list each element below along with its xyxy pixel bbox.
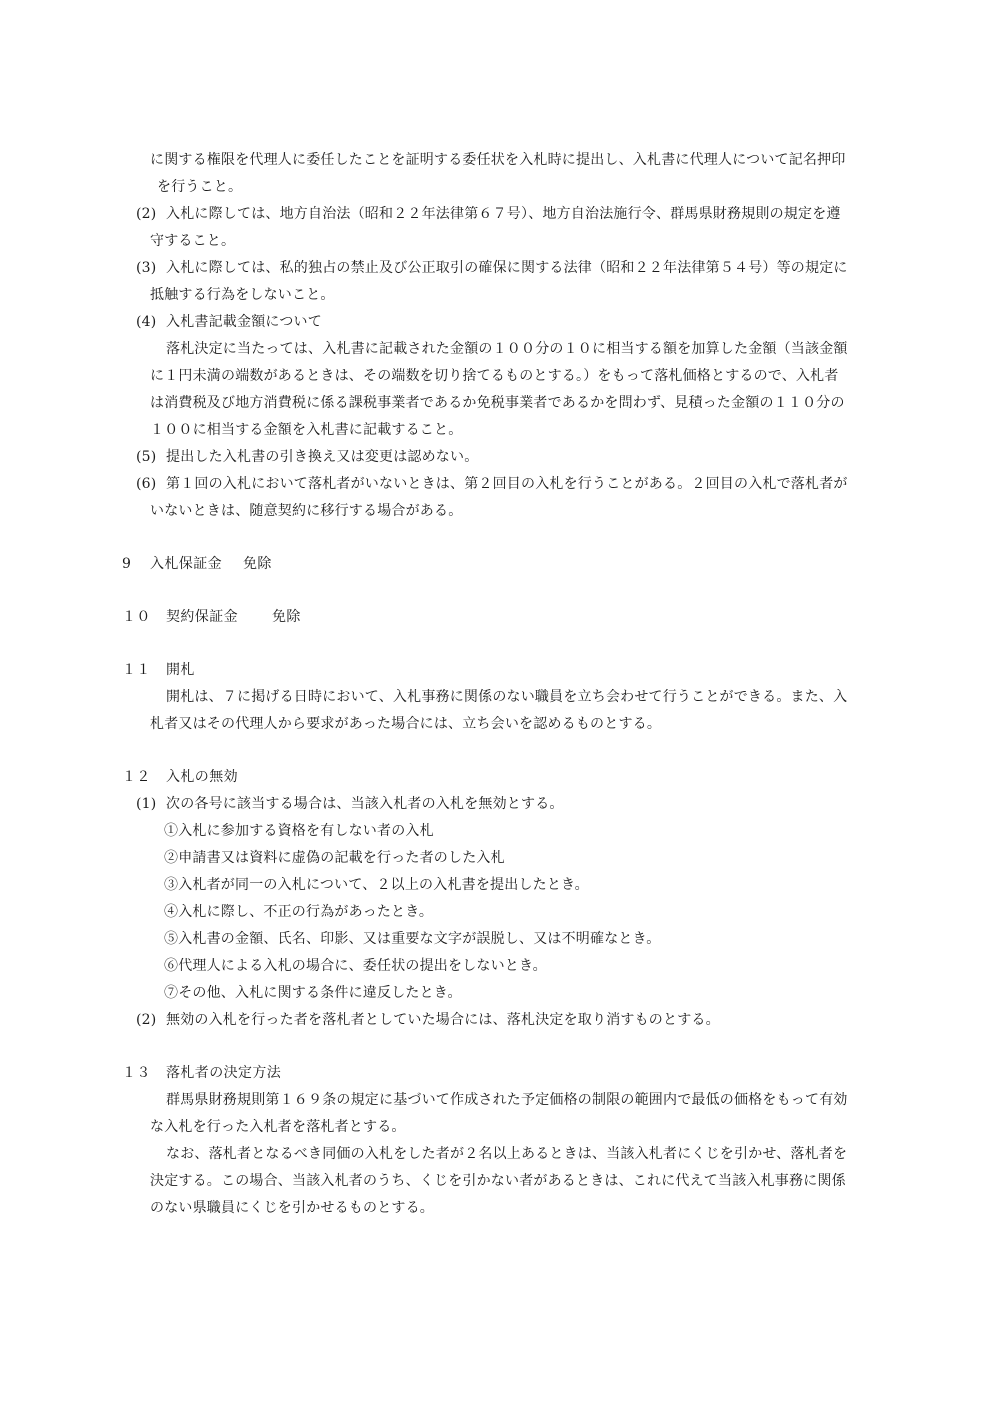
- paragraph-line: な入札を行った入札者を落札者とする。: [150, 1119, 406, 1135]
- section-number: １３: [122, 1065, 151, 1081]
- item-text: 守すること。: [150, 233, 236, 249]
- section-title: 契約保証金: [166, 609, 238, 625]
- item-label: (2): [136, 206, 157, 222]
- paragraph-line: 決定する。この場合、当該入札者のうち、くじを引かない者があるときは、これに代えて当該入札事務に関係: [150, 1173, 846, 1189]
- sub-item: ②申請書又は資料に虚偽の記載を行った者のした入札: [164, 850, 505, 866]
- sub-item: ①入札に参加する資格を有しない者の入札: [164, 823, 434, 839]
- item-label: (4): [136, 314, 157, 330]
- paragraph-line: 開札は、７に掲げる日時において、入札事務に関係のない職員を立ち会わせて行うことができる。また、入: [166, 689, 848, 705]
- sub-item: ④入札に際し、不正の行為があったとき。: [164, 904, 434, 920]
- sub-item: ⑥代理人による入札の場合に、委任状の提出をしないとき。: [164, 958, 547, 974]
- section-number: １２: [122, 769, 151, 785]
- item-label: (2): [136, 1012, 157, 1028]
- section-value: 免除: [243, 556, 272, 572]
- section-title: 入札保証金: [150, 556, 222, 572]
- item-text: 無効の入札を行った者を落札者としていた場合には、落札決定を取り消すものとする。: [166, 1012, 720, 1028]
- paragraph-line: 群馬県財務規則第１６９条の規定に基づいて作成された予定価格の制限の範囲内で最低の価格をもって有効: [166, 1092, 848, 1108]
- section-title: 落札者の決定方法: [166, 1065, 282, 1081]
- paragraph-line: 落札決定に当たっては、入札書に記載された金額の１００分の１０に相当する額を加算した金額（当該金額: [166, 341, 848, 357]
- sub-item: ⑤入札書の金額、氏名、印影、又は重要な文字が誤脱し、又は不明確なとき。: [164, 931, 661, 947]
- section-number: １０: [122, 609, 151, 625]
- paragraph-line: なお、落札者となるべき同価の入札をした者が２名以上あるときは、当該入札者にくじを引かせ、落札者を: [166, 1146, 848, 1162]
- item-label: (1): [136, 796, 157, 812]
- sub-item: ③入札者が同一の入札について、２以上の入札書を提出したとき。: [164, 877, 589, 893]
- item-text: いないときは、随意契約に移行する場合がある。: [150, 503, 463, 519]
- paragraph-line: に１円未満の端数があるときは、その端数を切り捨てるものとする。）をもって落札価格とするので、入札者: [150, 368, 839, 384]
- section-number: 9: [122, 556, 132, 572]
- item-text: 入札に際しては、私的独占の禁止及び公正取引の確保に関する法律（昭和２２年法律第５４号）等の規定に: [166, 260, 848, 276]
- section-title: 入札の無効: [166, 769, 238, 785]
- item-text: 抵触する行為をしないこと。: [150, 287, 335, 303]
- paragraph-line: 札者又はその代理人から要求があった場合には、立ち会いを認めるものとする。: [150, 716, 662, 732]
- item-label: (6): [136, 476, 157, 492]
- section-title: 開札: [166, 662, 195, 678]
- section-value: 免除: [272, 609, 301, 625]
- item-text: 次の各号に該当する場合は、当該入札者の入札を無効とする。: [166, 796, 564, 812]
- section-number: １１: [122, 662, 151, 678]
- continuation-line: に関する権限を代理人に委任したことを証明する委任状を入札時に提出し、入札書に代理人について記名押印: [150, 152, 846, 168]
- item-text: 入札に際しては、地方自治法（昭和２２年法律第６７号）、地方自治法施行令、群馬県財務規則の規定を遵: [166, 206, 841, 222]
- paragraph-line: のない県職員にくじを引かせるものとする。: [150, 1200, 434, 1216]
- item-text: 第１回の入札において落札者がいないときは、第２回目の入札を行うことがある。２回目の入札で落札者が: [166, 476, 848, 492]
- paragraph-line: は消費税及び地方消費税に係る課税事業者であるか免税事業者であるかを問わず、見積った金額の１１０分の: [150, 395, 845, 411]
- item-text: 提出した入札書の引き換え又は変更は認めない。: [166, 449, 479, 465]
- sub-item: ⑦その他、入札に関する条件に違反したとき。: [164, 985, 462, 1001]
- item-label: (3): [136, 260, 157, 276]
- paragraph-line: １００に相当する金額を入札書に記載すること。: [150, 422, 463, 438]
- continuation-line: を行うこと。: [157, 179, 243, 195]
- item-text: 入札書記載金額について: [166, 314, 322, 330]
- item-label: (5): [136, 449, 157, 465]
